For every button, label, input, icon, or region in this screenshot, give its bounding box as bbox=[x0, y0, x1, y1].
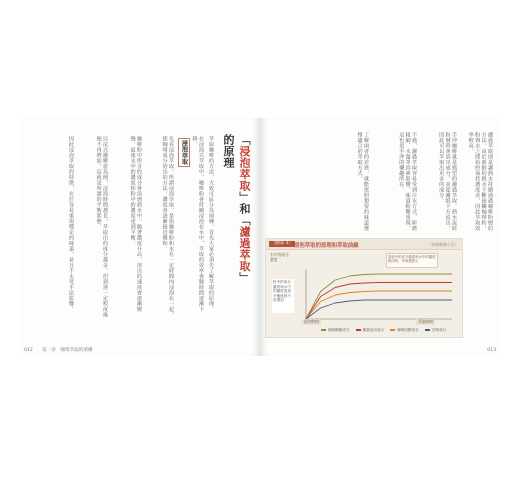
body-paragraph-4: 因此浸泡萃取的特徵，在於容易重現穩定的味道，並且不太受手法影響。 bbox=[68, 136, 74, 312]
chart-callout: 當粉中的成分濃度和水中的濃度相同時，萃取便停止 bbox=[386, 253, 438, 268]
figure-panel bbox=[265, 238, 463, 338]
legend-swatch bbox=[390, 329, 395, 331]
legend-item bbox=[356, 328, 385, 333]
chapter-footer: 第一章 咖啡萃取的架構 bbox=[42, 348, 93, 353]
series-line bbox=[306, 283, 452, 320]
legend-item bbox=[390, 328, 419, 333]
right-text-col-4: 了解兩者的差異，就能依照想要的味道選擇適合的萃取方式。 bbox=[356, 132, 369, 231]
section-title: 「浸泡萃取」和「濾過萃取」的原理 bbox=[222, 134, 251, 284]
series-line bbox=[306, 300, 452, 319]
body-paragraph-3: 以法式濾壓壺為例，浸泡時間越長，萃取出的成分越多，但到達一定程度後便不再增加，這就是所謂的平衡狀態。 bbox=[95, 136, 108, 318]
page-number-left: 012 bbox=[24, 348, 33, 353]
chart-legend bbox=[321, 328, 446, 333]
series-line bbox=[306, 274, 452, 319]
right-text-col-2: 手沖咖啡就是典型的濾過萃取。熱水流經粉層時會溶出成分，並從濾紙下方流出，因此可以萃取出更多的成分。 bbox=[438, 132, 457, 231]
legend-swatch bbox=[356, 329, 361, 331]
x-start-label: 最初時間 bbox=[304, 319, 320, 324]
intro-text-2: 在浸泡式萃取中，咖啡粉會持續浸泡在水中，萃取的效率會隨時間逐漸下降。 bbox=[191, 136, 204, 312]
legend-label: 酸類溶出成分 bbox=[362, 328, 385, 332]
left-page bbox=[20, 118, 259, 356]
legend-swatch bbox=[321, 329, 326, 331]
figure-note: （實驗數據示意） bbox=[427, 241, 458, 247]
y-axis-label: 水中的成分濃度 bbox=[270, 252, 289, 262]
intro-text: 萃取咖啡的方法，大致可區分為兩種。首先大家必須先了解萃取的原理。 bbox=[208, 136, 214, 312]
page-number-right: 013 bbox=[487, 348, 496, 353]
x-end-label: 萃取時間 bbox=[418, 319, 434, 324]
legend-swatch bbox=[425, 329, 430, 331]
body-paragraph-2: 咖啡粉中所含的成分會溶到熱水中，隨著濃度升高，溶出的速度會逐漸變慢。最後水中的濃度和粉中的濃度達到平衡。 bbox=[129, 136, 142, 312]
figure-title: 浸泡萃取的原理和萃取曲線 bbox=[294, 242, 359, 249]
legend-label: 苦味成分 bbox=[431, 328, 447, 332]
body-paragraph-1: 先看浸泡萃取。所謂浸泡萃取，是指咖啡粉和水在一定時間內浸泡在一起，使咖啡成分溶出的方法。濃度會逐漸接近飽和。 bbox=[161, 136, 174, 318]
figure-tag: ［圖表 3］ bbox=[271, 241, 293, 246]
subheading: 浸泡萃取 bbox=[178, 138, 190, 167]
legend-item bbox=[321, 328, 350, 333]
side-note: 粉中的成分濃度和水中的濃度達到平衡後就不再增加 bbox=[272, 279, 294, 313]
series-line bbox=[306, 291, 452, 319]
right-text-col-3: 不過，濾過萃取容易受到注水方式、研磨粗細、水溫等因素影響，味道較難重現，這也是手沖的樂趣所在。 bbox=[398, 132, 417, 231]
legend-label: 咖啡醇類成分 bbox=[328, 328, 350, 332]
legend-label: 咖啡因類成分 bbox=[397, 328, 419, 332]
series-lines bbox=[306, 274, 452, 319]
right-text-col-1: 濾過萃取則是讓熱水持續通過咖啡粉層的方法。由於新鮮的熱水不斷接觸咖啡粉，粉與水之間始終保持濃度差，因此萃取效率較高。 bbox=[467, 132, 493, 231]
legend-item bbox=[425, 328, 446, 333]
